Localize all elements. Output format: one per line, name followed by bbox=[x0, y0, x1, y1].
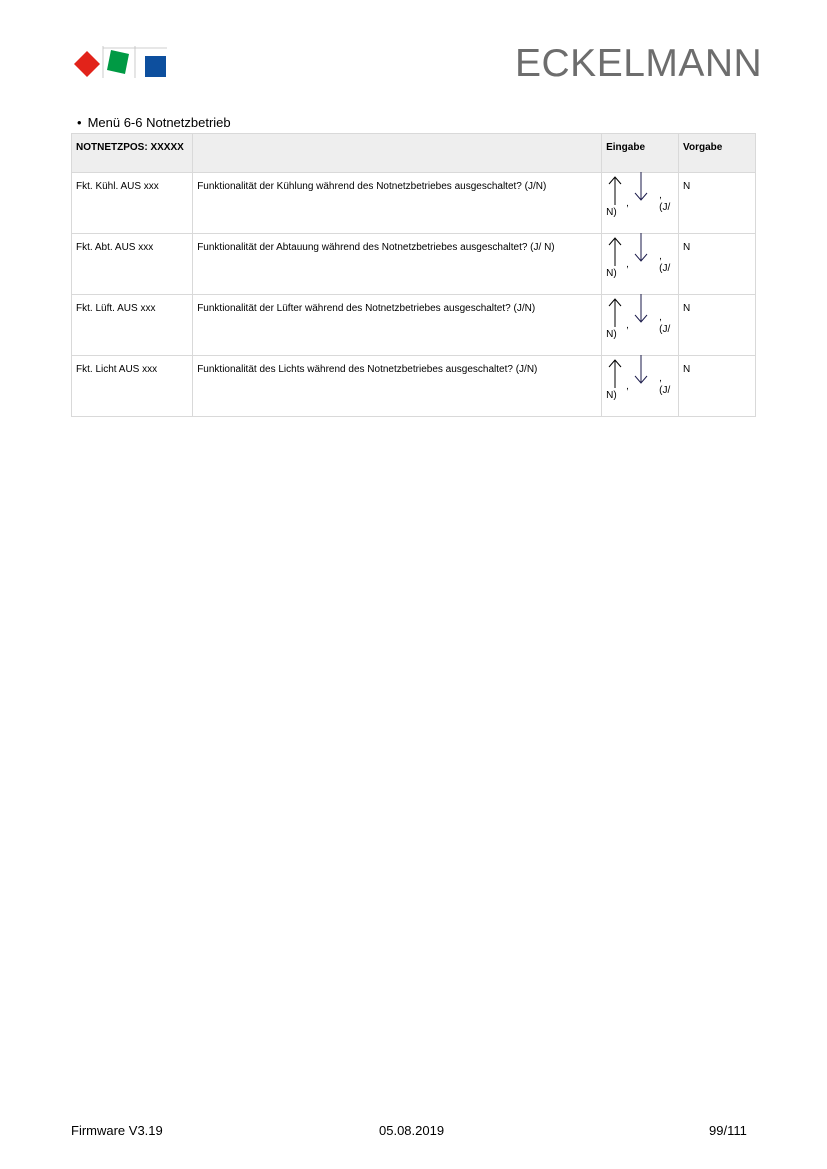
input-options: , (J/ bbox=[659, 190, 671, 213]
footer-firmware: Firmware V3.19 bbox=[71, 1123, 163, 1138]
header-description bbox=[193, 134, 602, 173]
arrow-up-icon bbox=[608, 298, 622, 328]
section-title bbox=[77, 115, 231, 131]
row-name: Fkt. Licht AUS xxx bbox=[72, 356, 193, 417]
bullet: • bbox=[77, 115, 82, 130]
arrow-down-icon bbox=[634, 354, 648, 384]
arrow-up-icon bbox=[608, 359, 622, 389]
input-separator: , bbox=[626, 320, 629, 331]
section-title-text: Menü 6-6 Notnetzbetrieb bbox=[87, 115, 231, 130]
row-description: Funktionalität der Abtauung während des Notnetzbetriebes ausgeschaltet? (J/ N) bbox=[193, 234, 602, 295]
input-options: , (J/ bbox=[659, 373, 671, 396]
arrow-down-icon bbox=[634, 232, 648, 262]
row-input bbox=[602, 234, 679, 295]
input-options-end: N) bbox=[606, 268, 617, 279]
table-row bbox=[72, 234, 756, 295]
row-input bbox=[602, 356, 679, 417]
input-options: , (J/ bbox=[659, 251, 671, 274]
row-description: Funktionalität des Lichts während des Notnetzbetriebes ausgeschaltet? (J/N) bbox=[193, 356, 602, 417]
row-default: N bbox=[679, 234, 756, 295]
input-separator: , bbox=[626, 259, 629, 270]
brand-wordmark: ECKELMANN bbox=[515, 42, 763, 85]
input-options-end: N) bbox=[606, 329, 617, 340]
row-name: Fkt. Lüft. AUS xxx bbox=[72, 295, 193, 356]
row-default: N bbox=[679, 356, 756, 417]
row-input bbox=[602, 173, 679, 234]
settings-table bbox=[71, 133, 756, 417]
table-row bbox=[72, 295, 756, 356]
input-options-end: N) bbox=[606, 207, 617, 218]
table-row bbox=[72, 173, 756, 234]
row-name: Fkt. Kühl. AUS xxx bbox=[72, 173, 193, 234]
arrow-up-icon bbox=[608, 176, 622, 206]
header-notnetzpos: NOTNETZPOS: XXXXX bbox=[72, 134, 193, 173]
row-name: Fkt. Abt. AUS xxx bbox=[72, 234, 193, 295]
row-description: Funktionalität der Kühlung während des Notnetzbetriebes ausgeschaltet? (J/N) bbox=[193, 173, 602, 234]
row-default: N bbox=[679, 295, 756, 356]
company-logo bbox=[71, 46, 167, 78]
header-eingabe: Eingabe bbox=[602, 134, 679, 173]
input-options-end: N) bbox=[606, 390, 617, 401]
arrow-up-icon bbox=[608, 237, 622, 267]
row-input bbox=[602, 295, 679, 356]
table-row bbox=[72, 356, 756, 417]
arrow-down-icon bbox=[634, 293, 648, 323]
input-options: , (J/ bbox=[659, 312, 671, 335]
footer-date: 05.08.2019 bbox=[379, 1123, 445, 1138]
header-vorgabe: Vorgabe bbox=[679, 134, 756, 173]
arrow-down-icon bbox=[634, 171, 648, 201]
row-description: Funktionalität der Lüfter während des Notnetzbetriebes ausgeschaltet? (J/N) bbox=[193, 295, 602, 356]
footer-page-number: 99/111 bbox=[709, 1123, 747, 1138]
input-separator: , bbox=[626, 381, 629, 392]
row-default: N bbox=[679, 173, 756, 234]
table-header-row bbox=[72, 134, 756, 173]
input-separator: , bbox=[626, 198, 629, 209]
